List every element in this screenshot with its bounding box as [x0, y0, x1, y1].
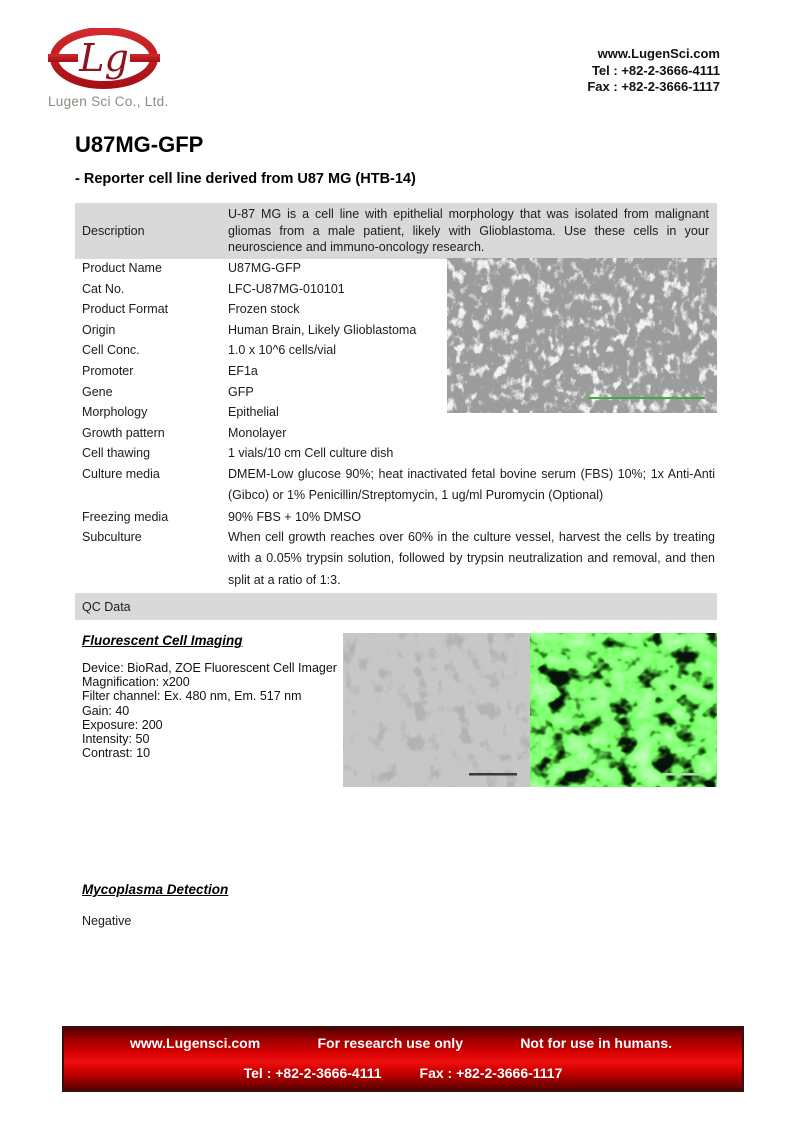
- header-website: www.LugenSci.com: [597, 46, 720, 61]
- brightfield-micrograph: [343, 633, 530, 787]
- header-tel: Tel : +82-2-3666-4111: [591, 62, 720, 78]
- mycoplasma-heading: Mycoplasma Detection: [82, 882, 229, 897]
- table-row: [75, 527, 717, 591]
- row-label: Growth pattern: [82, 425, 165, 440]
- row-value: 1 vials/10 cm Cell culture dish: [228, 446, 394, 461]
- logo-oval-icon: [48, 28, 160, 90]
- table-row: [75, 464, 717, 507]
- imaging-detail: Exposure: 200: [82, 717, 163, 732]
- row-value: Frozen stock: [228, 302, 300, 317]
- row-label: Cell thawing: [82, 446, 151, 461]
- table-row: [75, 423, 717, 444]
- footer-bar: [62, 1026, 744, 1092]
- page-subtitle: - Reporter cell line derived from U87 MG (HTB-14): [75, 171, 416, 187]
- row-value: 90% FBS + 10% DMSO: [228, 509, 362, 524]
- row-value: GFP: [228, 384, 254, 399]
- footer-not-for-humans-label: Not for use in humans.: [520, 1035, 672, 1051]
- fluorescence-micrograph: [530, 633, 717, 787]
- row-label: Freezing media: [82, 509, 169, 524]
- qc-section-header: QC Data: [75, 593, 717, 620]
- row-value: 1.0 x 10^6 cells/vial: [228, 343, 337, 358]
- footer-fax: Fax : +82-2-3666-1117: [419, 1065, 563, 1081]
- imaging-detail: Magnification: x200: [82, 675, 190, 690]
- company-name: Lugen Sci Co., Ltd.: [48, 94, 169, 109]
- row-label: Gene: [82, 384, 113, 399]
- description-text: U-87 MG is a cell line with epithelial morphology that was isolated from malignant gliomas from a male patient, likely with Glioblastoma. Use these cells in your neuroscience and immuno-oncology research.: [228, 207, 709, 254]
- company-logo: [48, 28, 208, 109]
- row-value: DMEM-Low glucose 90%; heat inactivated fetal bovine serum (FBS) 10%; 1x Anti-Anti (Gibco) or 1% Penicillin/Streptomycin, 1 ug/ml Puromycin (Optional): [228, 466, 715, 503]
- row-label: Cell Conc.: [82, 343, 140, 358]
- footer-line1: [64, 1035, 742, 1051]
- scale-bar: [662, 773, 704, 776]
- footer-website: www.Lugensci.com: [130, 1035, 261, 1051]
- footer-tel: Tel : +82-2-3666-4111: [243, 1065, 382, 1081]
- description-row: [75, 203, 717, 259]
- mycoplasma-result: Negative: [82, 914, 132, 928]
- description-label: Description: [82, 223, 145, 238]
- scale-bar: [588, 397, 705, 399]
- row-value: Epithelial: [228, 405, 279, 420]
- row-label: Product Name: [82, 261, 162, 275]
- scale-bar: [469, 773, 517, 776]
- row-value: Human Brain, Likely Glioblastoma: [228, 322, 417, 337]
- row-label: Morphology: [82, 405, 148, 420]
- row-value: EF1a: [228, 363, 258, 378]
- row-label: Promoter: [82, 363, 134, 378]
- footer-research-use-label: For research use only: [317, 1035, 463, 1051]
- row-value: Monolayer: [228, 425, 287, 440]
- row-label: Culture media: [82, 466, 160, 481]
- logo-monogram: Lg: [79, 36, 129, 80]
- imaging-detail: Gain: 40: [82, 703, 130, 718]
- imaging-detail: Device: BioRad, ZOE Fluorescent Cell Imager: [82, 661, 337, 675]
- row-label: Subculture: [82, 530, 142, 545]
- header-contact-block: [587, 46, 720, 96]
- row-value: U87MG-GFP: [228, 261, 301, 275]
- imaging-detail: Filter channel: Ex. 480 nm, Em. 517 nm: [82, 689, 302, 704]
- imaging-detail: Contrast: 10: [82, 746, 151, 761]
- page-title: U87MG-GFP: [75, 132, 204, 157]
- row-label: Origin: [82, 322, 116, 337]
- row-value: LFC-U87MG-010101: [228, 281, 345, 296]
- row-label: Product Format: [82, 302, 169, 317]
- imaging-detail: Intensity: 50: [82, 732, 150, 747]
- footer-line2: [64, 1065, 742, 1081]
- table-row: [75, 507, 717, 528]
- table-row: [75, 443, 717, 464]
- row-label: Cat No.: [82, 281, 125, 296]
- row-value: When cell growth reaches over 60% in the culture vessel, harvest the cells by treating with a 0.05% trypsin solution, followed by trypsin neutralization and removal, and then split at a ratio of 1:3.: [228, 530, 715, 587]
- qc-image-pair: [343, 633, 717, 787]
- header-fax: Fax : +82-2-3666-1117: [587, 79, 720, 94]
- fluorescent-imaging-heading: Fluorescent Cell Imaging: [82, 633, 243, 648]
- fluorescent-imaging-details: [82, 661, 337, 760]
- phase-contrast-micrograph: [447, 258, 717, 413]
